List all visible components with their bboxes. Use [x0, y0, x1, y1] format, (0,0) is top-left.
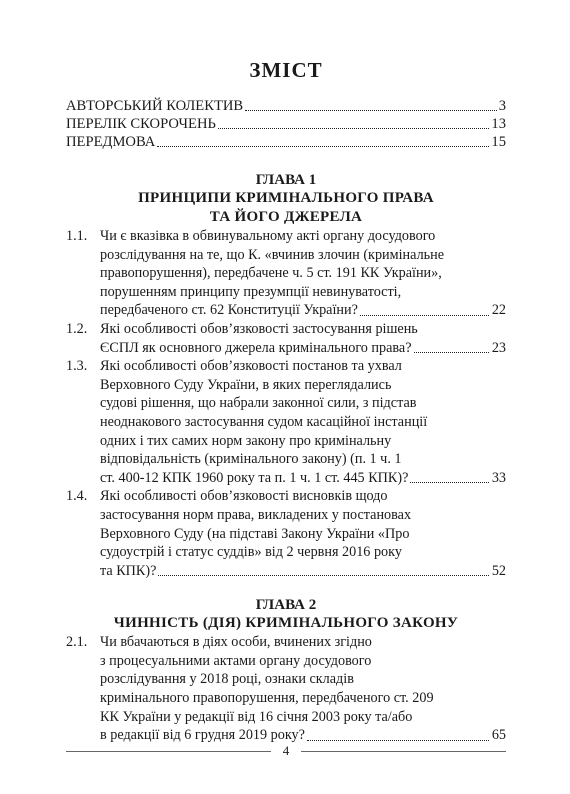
dot-leader — [307, 739, 489, 741]
dot-leader — [410, 481, 488, 483]
footer-rule — [301, 751, 506, 752]
question-line: відповідальність (кримінального закону) (п. 1 ч. 1 — [100, 451, 402, 468]
question-line: порушенням принципу презумпції невинуватості, — [100, 283, 402, 300]
question-line: Чи є вказівка в обвинувальному акті органу досудового — [100, 228, 436, 244]
dot-leader — [245, 109, 497, 111]
toc-entry-label: ПЕРЕДМОВА — [66, 134, 156, 150]
chapter-title-line: ТА ЙОГО ДЖЕРЕЛА — [209, 209, 363, 225]
toc-question[interactable] — [66, 227, 506, 320]
page-footer — [66, 743, 506, 759]
toc-entry-page: 3 — [498, 98, 506, 114]
toc-entry[interactable] — [66, 115, 506, 133]
question-line: в редакції від 6 грудня 2019 року? — [100, 727, 305, 744]
toc-entry-label: АВТОРСЬКИЙ КОЛЕКТИВ — [66, 98, 244, 114]
question-line: та КПК)? — [100, 562, 157, 579]
question-line: судоустрій і статус суддів» від 2 червня 2016 року — [100, 544, 402, 561]
dot-leader — [414, 351, 489, 353]
toc-entry-page: 13 — [491, 116, 506, 132]
dot-leader — [360, 314, 489, 316]
toc-question[interactable] — [66, 633, 506, 745]
toc-entry-page: 15 — [491, 134, 506, 150]
toc-question[interactable] — [66, 320, 506, 357]
question-line: застосування норм права, викладених у постановах — [100, 506, 412, 523]
dot-leader — [157, 145, 489, 147]
question-line: Які особливості обов’язковості висновків щодо — [100, 488, 388, 505]
question-line: ст. 400-12 КПК 1960 року та п. 1 ч. 1 ст. 445 КПК)? — [100, 469, 409, 486]
question-line: Верховного Суду (на підставі Закону України «Про — [100, 525, 410, 542]
question-line: судові рішення, що набрали законної сили, з підстав — [100, 395, 417, 412]
question-line: Які особливості обов’язковості постанов та ухвал — [100, 358, 402, 375]
toc-entry[interactable] — [66, 133, 506, 151]
question-page: 22 — [491, 302, 506, 319]
toc-question[interactable] — [66, 487, 506, 580]
dot-leader — [158, 574, 488, 576]
question-line: кримінального правопорушення, передбаченого ст. 209 — [100, 690, 434, 707]
question-number: 1.1. — [66, 228, 88, 244]
chapter-title-line: ПРИНЦИПИ КРИМІНАЛЬНОГО ПРАВА — [138, 190, 434, 206]
question-number: 1.4. — [66, 488, 88, 505]
question-page: 23 — [491, 339, 506, 356]
question-line: розслідування на те, що К. «вчинив злочин (кримінальне — [100, 246, 445, 263]
toc-entry-label: ПЕРЕЛІК СКОРОЧЕНЬ — [66, 116, 216, 132]
question-number: 1.3. — [66, 358, 88, 375]
question-line: одних і тих самих норм закону про кримінальну — [100, 432, 392, 449]
question-page: 33 — [491, 469, 506, 486]
question-line: ЄСПЛ як основного джерела кримінального права? — [100, 339, 412, 356]
question-line: розслідування у 2018 році, ознаки складів — [100, 671, 354, 688]
toc-page — [66, 58, 506, 745]
question-page: 65 — [491, 727, 506, 744]
page-number: 4 — [282, 743, 290, 758]
toc-entry[interactable] — [66, 97, 506, 115]
question-page: 52 — [491, 562, 506, 579]
question-number: 1.2. — [66, 320, 88, 337]
chapter-heading: ГЛАВА 2 — [255, 597, 317, 614]
question-number: 2.1. — [66, 634, 88, 651]
page-title: ЗМІСТ — [249, 58, 323, 82]
question-line: правопорушення), передбачене ч. 5 ст. 191 КК України», — [100, 265, 442, 282]
question-line: неоднакового застосування судом касаційної інстанції — [100, 413, 428, 430]
question-line: Верховного Суду України, в яких переглядались — [100, 376, 392, 393]
question-line: з процесуальними актами органу досудового — [100, 652, 372, 669]
front-matter-list — [66, 97, 506, 151]
question-line: Чи вбачаються в діях особи, вчинених згідно — [100, 634, 372, 651]
question-line: передбаченого ст. 62 Конституції України? — [100, 302, 358, 319]
question-line: Які особливості обов’язковості застосування рішень — [100, 320, 418, 337]
dot-leader — [218, 127, 490, 129]
chapter-heading: ГЛАВА 1 — [255, 172, 317, 188]
question-line: КК України у редакції від 16 січня 2003 року та/або — [100, 708, 413, 725]
toc-question[interactable] — [66, 357, 506, 487]
footer-rule — [66, 751, 271, 752]
chapter-title-line: ЧИННІСТЬ (ДІЯ) КРИМІНАЛЬНОГО ЗАКОНУ — [113, 615, 459, 632]
